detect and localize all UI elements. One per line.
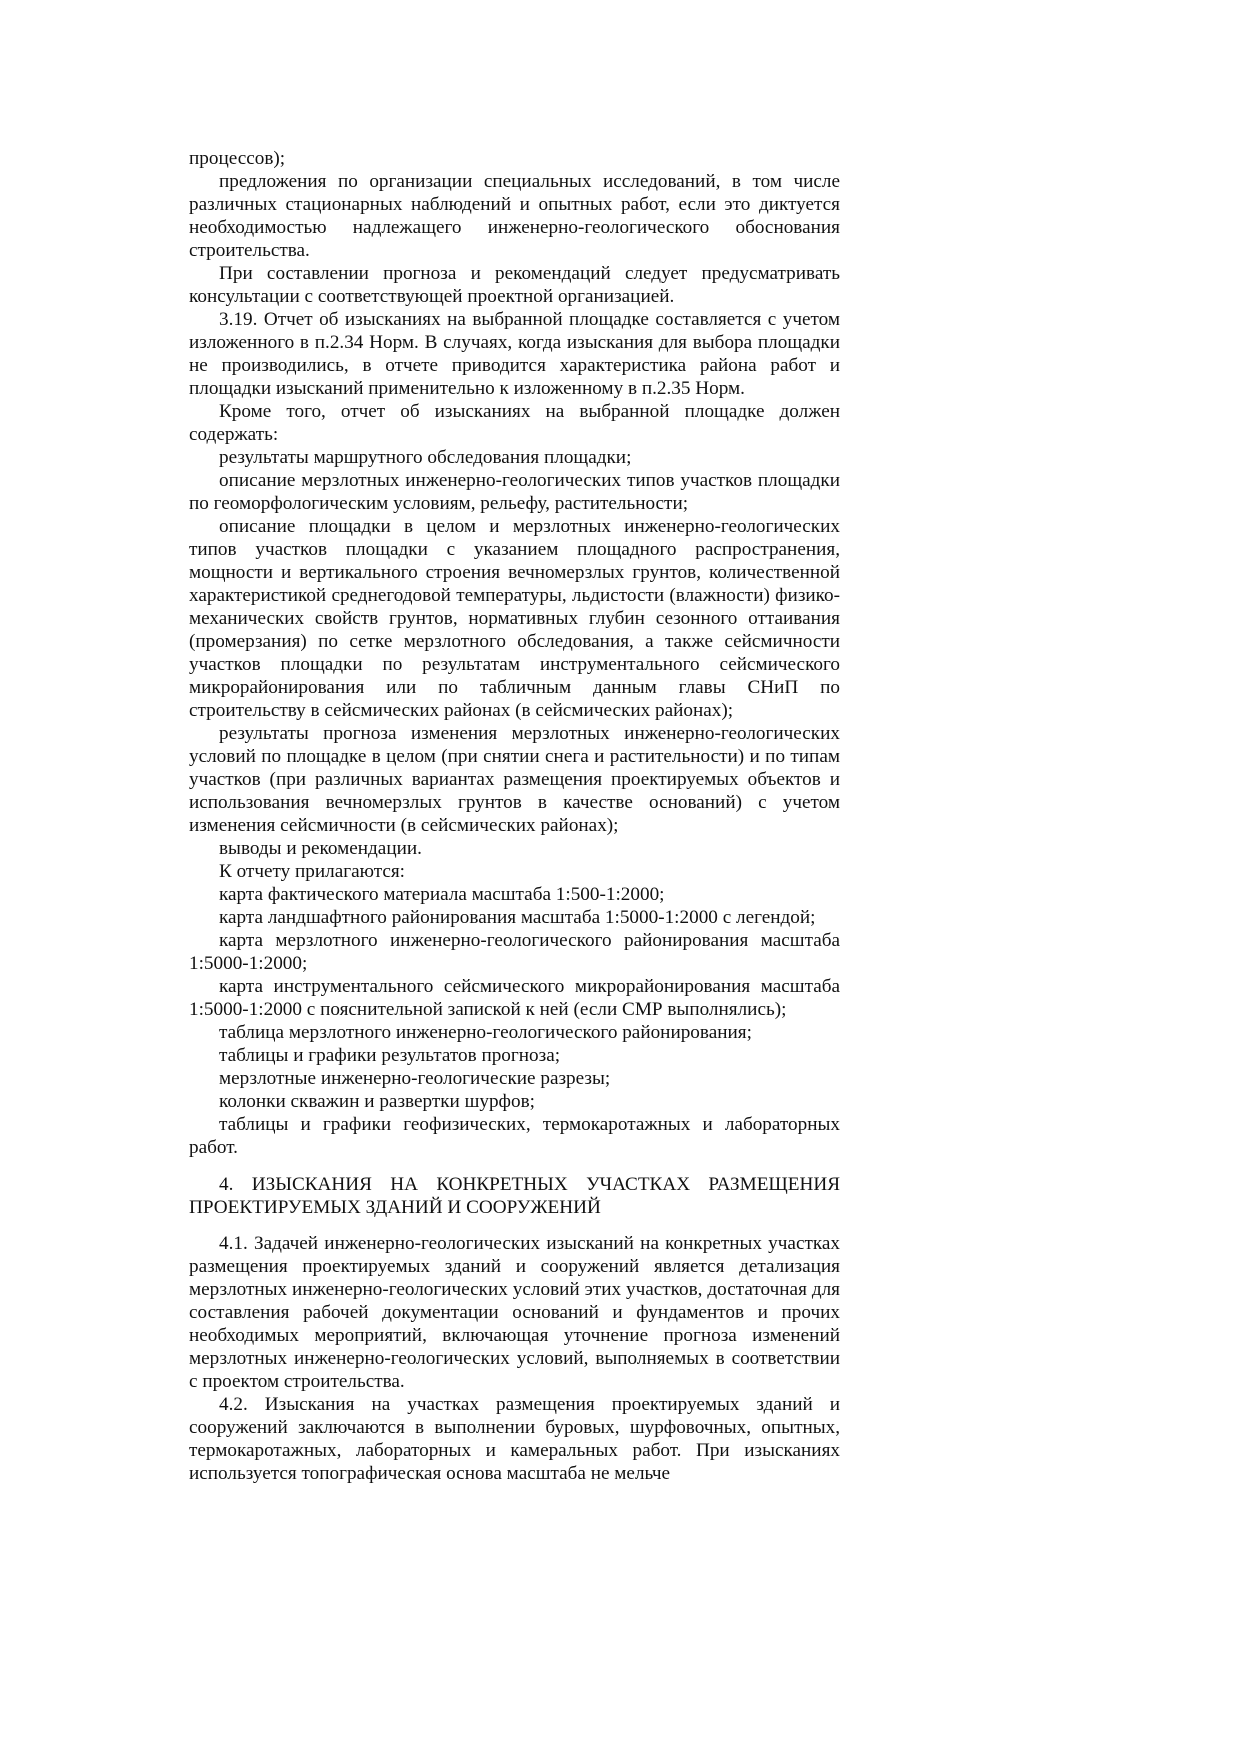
list-item: колонки скважин и развертки шурфов; xyxy=(219,1091,535,1112)
list-item: карта мерзлотного инженерно-геологического районирования масштаба 1:5000-1:2000; xyxy=(189,930,840,974)
list-item: мерзлотные инженерно-геологические разрезы; xyxy=(219,1068,611,1089)
paragraph-4-2: 4.2. Изыскания на участках размещения проектируемых зданий и сооружений заключаются в выполнении буровых, шурфовочных, опытных, термокаротажных, лабораторных и камеральных работ. При изысканиях используется топографическая основа масштаба не мельче xyxy=(189,1394,840,1484)
list-item: описание площадки в целом и мерзлотных инженерно-геологических типов участков площадки с указанием площадного распространения, мощности и вертикального строения вечномерзлых грунтов, количественной характеристикой среднегодовой температуры, льдистости (влажности) физико-механических свойств грунтов, нормативных глубин сезонного оттаивания (промерзания) по сетке мерзлотного обследования, а также сейсмичности участков площадки по результатам инструментального сейсмического микрорайонирования или по табличным данным главы СНиП по строительству в сейсмических районах (в сейсмических районах); xyxy=(189,516,840,721)
paragraph-report-contents-intro: Кроме того, отчет об изысканиях на выбранной площадке должен содержать: xyxy=(189,401,840,445)
list-item: результаты прогноза изменения мерзлотных инженерно-геологических условий по площадке в целом (при снятии снега и растительности) и по типам участков (при различных вариантах размещения проектируемых объектов и использования вечномерзлых грунтов в качестве оснований) с учетом изменения сейсмичности (в сейсмических районах); xyxy=(189,723,840,836)
list-item: карта ландшафтного районирования масштаба 1:5000-1:2000 с легендой; xyxy=(219,907,816,928)
document-page xyxy=(189,147,840,1485)
list-item: таблица мерзлотного инженерно-геологического районирования; xyxy=(219,1022,752,1043)
paragraph-consultations: При составлении прогноза и рекомендаций следует предусматривать консультации с соответствующей проектной организацией. xyxy=(189,263,840,307)
paragraph-4-1: 4.1. Задачей инженерно-геологических изысканий на конкретных участках размещения проектируемых зданий и сооружений является детализация мерзлотных инженерно-геологических условий этих участков, достаточная для составления рабочей документации оснований и фундаментов и прочих необходимых мероприятий, включающая уточнение прогноза изменений мерзлотных инженерно-геологических условий, выполняемых в соответствии с проектом строительства. xyxy=(189,1233,840,1392)
section-heading: 4. ИЗЫСКАНИЯ НА КОНКРЕТНЫХ УЧАСТКАХ РАЗМЕЩЕНИЯ ПРОЕКТИРУЕМЫХ ЗДАНИЙ И СООРУЖЕНИЙ xyxy=(189,1174,840,1218)
paragraph-attachments-intro: К отчету прилагаются: xyxy=(219,861,405,882)
list-item: выводы и рекомендации. xyxy=(219,838,422,859)
list-item: описание мерзлотных инженерно-геологических типов участков площадки по геоморфологическим условиям, рельефу, растительности; xyxy=(189,470,840,514)
list-item: результаты маршрутного обследования площадки; xyxy=(219,447,632,468)
list-item: таблицы и графики результатов прогноза; xyxy=(219,1045,561,1066)
paragraph-special-studies: предложения по организации специальных исследований, в том числе различных стационарных наблюдений и опытных работ, если это диктуется необходимостью надлежащего инженерно-геологического обоснования строительства. xyxy=(189,171,840,261)
paragraph-continuation: процессов); xyxy=(189,148,286,169)
paragraph-3-19: 3.19. Отчет об изысканиях на выбранной площадке составляется с учетом изложенного в п.2.34 Норм. В случаях, когда изыскания для выбора площадки не производились, в отчете приводится характеристика района работ и площадки изысканий применительно к изложенному в п.2.35 Норм. xyxy=(189,309,840,399)
list-item: карта инструментального сейсмического микрорайонирования масштаба 1:5000-1:2000 с пояснительной запиской к ней (если СМР выполнялись); xyxy=(189,976,840,1020)
list-item: карта фактического материала масштаба 1:500-1:2000; xyxy=(219,884,665,905)
list-item: таблицы и графики геофизических, термокаротажных и лабораторных работ. xyxy=(189,1114,840,1158)
